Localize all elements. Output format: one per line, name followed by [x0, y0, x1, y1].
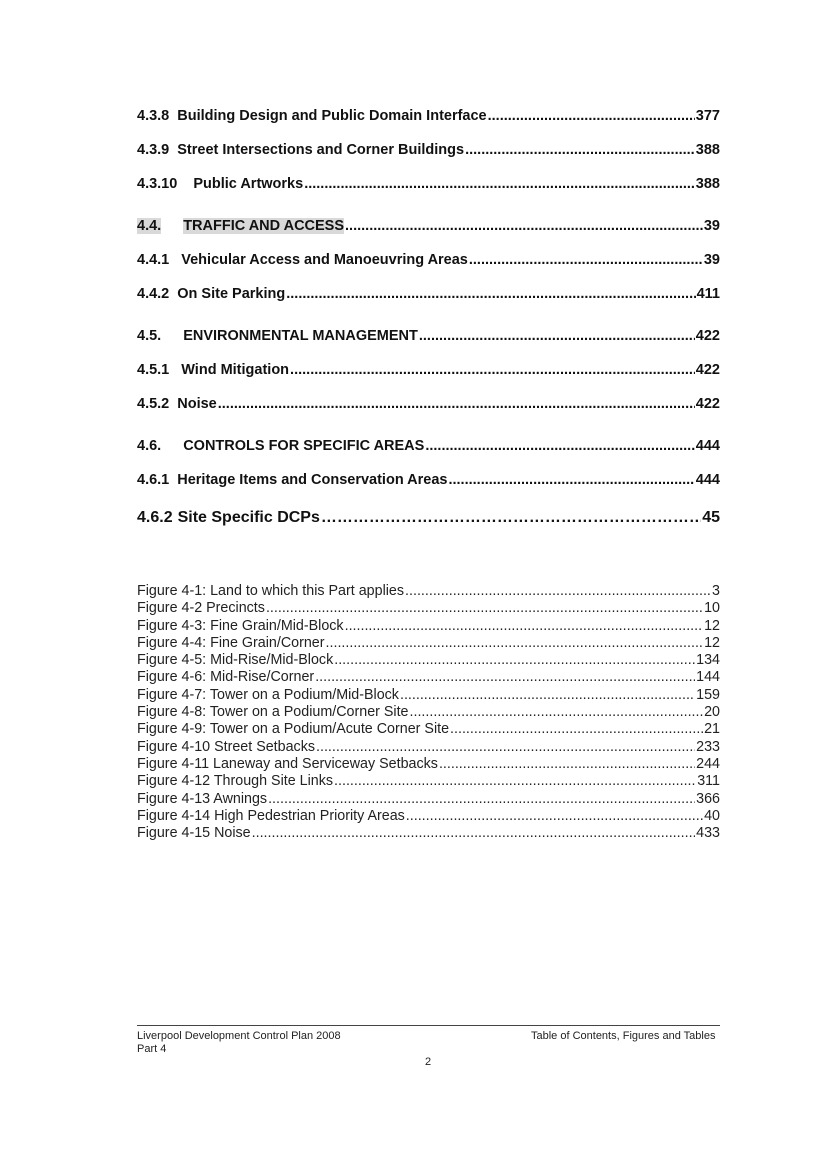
toc-entry-title: Noise [177, 396, 217, 412]
dot-leader [425, 438, 694, 454]
dot-leader [400, 687, 695, 703]
toc-entry-title: On Site Parking [177, 286, 286, 302]
toc-entry-page: 422 [695, 362, 720, 378]
figure-entry[interactable] [137, 687, 720, 704]
dot-leader [218, 396, 695, 412]
dot-leader [315, 669, 695, 685]
toc-entry[interactable] [137, 396, 720, 412]
figure-entry-page: 311 [697, 773, 720, 790]
footer-document-title: Liverpool Development Control Plan 2008 [137, 1030, 341, 1042]
toc-entry-title: Site Specific DCPs [177, 509, 320, 526]
figure-entry[interactable] [137, 773, 720, 790]
toc-entry-number: 4.4.2 [137, 286, 170, 302]
dot-leader [469, 252, 703, 268]
figure-entry[interactable] [137, 635, 720, 652]
figure-entry-page: 366 [696, 790, 720, 807]
dot-leader [345, 218, 703, 234]
toc-entry-title: TRAFFIC AND ACCESS [183, 218, 345, 234]
figure-entry-label: Figure 4-3: Fine Grain/Mid-Block [137, 617, 344, 634]
toc-entry-title: Heritage Items and Conservation Areas [177, 472, 448, 488]
figure-entry-label: Figure 4-11 Laneway and Serviceway Setbacks [137, 755, 438, 772]
figure-entry-page: 159 [696, 686, 720, 703]
toc-entry-page: 39 [703, 252, 720, 268]
figure-entry-label: Figure 4-9: Tower on a Podium/Acute Corner Site [137, 721, 450, 738]
figure-entry[interactable] [137, 791, 720, 808]
toc-entry-page: 388 [695, 142, 720, 158]
figure-entry-label: Figure 4-10 Street Setbacks [137, 738, 316, 755]
figure-entry[interactable] [137, 618, 720, 635]
toc-entry[interactable] [137, 142, 720, 158]
figure-entry-page: 10 [704, 600, 720, 617]
dot-leader [334, 652, 695, 668]
toc-entry-title: ENVIRONMENTAL MANAGEMENT [183, 328, 418, 344]
figure-entry[interactable] [137, 652, 720, 669]
figure-entry-page: 144 [696, 669, 720, 686]
figure-entry-page: 3 [712, 583, 720, 599]
toc-entry-number: 4.5.1 [137, 362, 170, 378]
toc-entry[interactable] [137, 509, 720, 527]
dot-leader [266, 600, 703, 616]
toc-entry-page: 422 [695, 396, 720, 412]
dot-leader [419, 328, 695, 344]
toc-entry[interactable] [137, 362, 720, 378]
dot-leader [439, 756, 695, 772]
toc-entry[interactable] [137, 252, 720, 268]
dot-leader [465, 142, 695, 158]
dot-leader [410, 704, 704, 720]
figure-entry[interactable] [137, 808, 720, 825]
toc-entry-title: Vehicular Access and Manoeuvring Areas [181, 252, 468, 268]
figure-entry[interactable] [137, 739, 720, 756]
figure-entry-page: 20 [704, 704, 720, 721]
dot-leader [488, 108, 695, 124]
toc-entry-page: 45 [702, 509, 720, 526]
toc-entry[interactable] [137, 286, 720, 302]
figure-entry-page: 134 [696, 652, 720, 669]
toc-entry-page: 411 [696, 286, 720, 302]
figure-entry-label: Figure 4-2 Precincts [137, 600, 265, 617]
toc-entry-page: 444 [695, 472, 720, 488]
toc-entry-number: 4.6. [137, 438, 162, 454]
figure-entry-page: 233 [696, 738, 720, 755]
toc-entry-page: 444 [695, 438, 720, 454]
toc-entry-title: CONTROLS FOR SPECIFIC AREAS [183, 438, 425, 454]
figure-entry-label: Figure 4-15 Noise [137, 825, 251, 842]
figure-entry[interactable] [137, 756, 720, 773]
toc-entry-title: Building Design and Public Domain Interface [177, 108, 487, 124]
page-number: 2 [425, 1056, 432, 1068]
footer-divider [137, 1025, 720, 1026]
dot-leader [334, 773, 696, 789]
figure-entry-label: Figure 4-6: Mid-Rise/Corner [137, 669, 315, 686]
figure-entry-label: Figure 4-13 Awnings [137, 790, 268, 807]
toc-entry-number: 4.5. [137, 328, 162, 344]
figure-entry-page: 40 [704, 807, 720, 824]
figure-entry[interactable] [137, 825, 720, 842]
dot-leader [406, 808, 703, 824]
figure-entry[interactable] [137, 600, 720, 617]
dot-leader [290, 362, 695, 378]
list-of-figures [137, 583, 720, 842]
toc-entry-number: 4.5.2 [137, 396, 170, 412]
toc-entry-title: Public Artworks [193, 176, 304, 192]
dot-leader [316, 739, 695, 755]
figure-entry-label: Figure 4-5: Mid-Rise/Mid-Block [137, 652, 334, 669]
toc-entry-page: 39 [703, 218, 720, 234]
toc-entry-title: Wind Mitigation [181, 362, 290, 378]
figure-entry-label: Figure 4-8: Tower on a Podium/Corner Site [137, 704, 409, 721]
toc-entry[interactable] [137, 108, 720, 124]
toc-entry[interactable] [137, 218, 720, 234]
toc-entry-page: 422 [695, 328, 720, 344]
toc-entry-number: 4.3.10 [137, 176, 178, 192]
dot-leader [268, 791, 695, 807]
toc-entry[interactable] [137, 176, 720, 192]
figure-entry-page: 244 [696, 755, 720, 772]
dot-leader [405, 583, 711, 599]
dot-leader [448, 472, 694, 488]
figure-entry[interactable] [137, 704, 720, 721]
toc-entry[interactable] [137, 438, 720, 454]
figure-entry-page: 21 [704, 721, 720, 738]
figure-entry-label: Figure 4-1: Land to which this Part applies [137, 583, 405, 599]
figure-entry-label: Figure 4-7: Tower on a Podium/Mid-Block [137, 686, 399, 703]
footer-section-title: Table of Contents, Figures and Tables [531, 1030, 716, 1042]
toc-entry-number: 4.3.9 [137, 142, 170, 158]
figure-entry[interactable] [137, 721, 720, 738]
dot-leader [326, 635, 704, 651]
figure-entry-page: 433 [696, 825, 720, 842]
toc-entry-page: 377 [695, 108, 720, 124]
dot-leader [286, 286, 695, 302]
figure-entry[interactable] [137, 669, 720, 686]
toc-entry-number: 4.6.1 [137, 472, 170, 488]
figure-entry-label: Figure 4-4: Fine Grain/Corner [137, 634, 325, 651]
dot-leader [304, 176, 695, 192]
figure-entry-label: Figure 4-12 Through Site Links [137, 773, 334, 790]
toc-entry-number: 4.3.8 [137, 108, 170, 124]
figure-entry-page: 12 [704, 617, 720, 634]
figure-entry-label: Figure 4-14 High Pedestrian Priority Areas [137, 807, 405, 824]
toc-entry[interactable] [137, 328, 720, 344]
footer-part: Part 4 [137, 1043, 167, 1055]
toc-entry-number: 4.4. [137, 218, 162, 234]
dot-leader [321, 509, 701, 527]
dot-leader [450, 721, 703, 737]
toc-entry-number: 4.4.1 [137, 252, 170, 268]
toc-entry-page: 388 [695, 176, 720, 192]
dot-leader [345, 618, 704, 634]
toc-entry-title: Street Intersections and Corner Buildings [177, 142, 465, 158]
figure-entry-page: 12 [704, 634, 720, 651]
toc-entry-number: 4.6.2 [137, 509, 173, 526]
figure-entry[interactable] [137, 583, 720, 600]
dot-leader [252, 825, 696, 841]
toc-entry[interactable] [137, 472, 720, 488]
